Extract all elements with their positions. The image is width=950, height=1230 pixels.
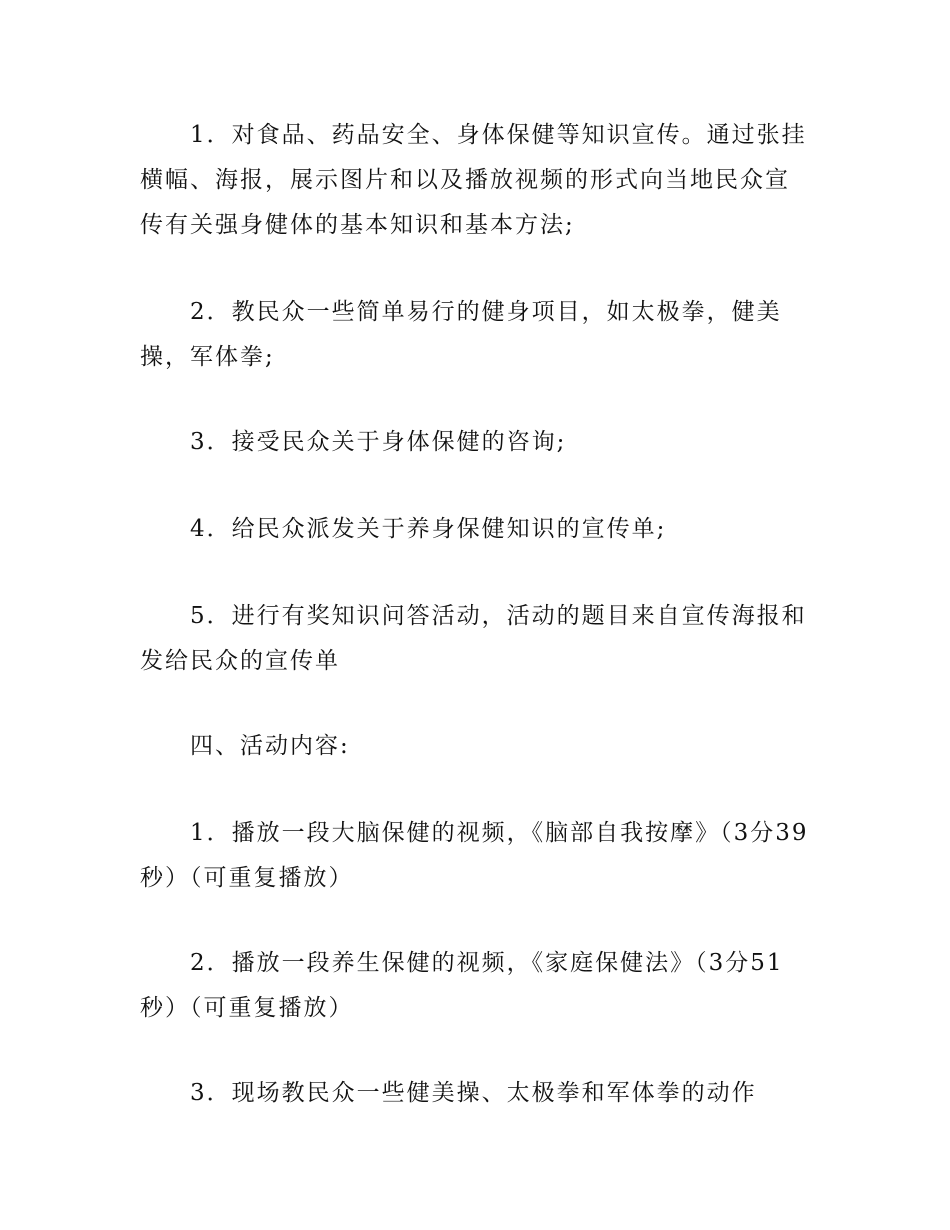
content-item-1: 1．播放一段大脑保健的视频，《脑部自我按摩》（3分39秒）（可重复播放） xyxy=(140,820,809,891)
section-heading-activity-content: 四、活动内容: xyxy=(190,733,350,759)
content-item-3: 3．现场教民众一些健美操、太极拳和军体拳的动作 xyxy=(190,1080,757,1106)
content-item-2: 2．播放一段养生保健的视频，《家庭保健法》（3分51秒）（可重复播放） xyxy=(140,950,784,1021)
paragraph-item-5: 5．进行有奖知识问答活动，活动的题目来自宣传海报和发给民众的宣传单 xyxy=(140,603,807,674)
paragraph-item-4: 4．给民众派发关于养身保健知识的宣传单; xyxy=(190,516,667,542)
paragraph-item-3: 3．接受民众关于身体保健的咨询; xyxy=(190,429,567,455)
paragraph-item-2: 2．教民众一些简单易行的健身项目，如太极拳，健美操，军体拳; xyxy=(140,299,782,370)
paragraph-item-1: 1．对食品、药品安全、身体保健等知识宣传。通过张挂横幅、海报，展示图片和以及播放视频的形式向当地民众宣传有关强身健体的基本知识和基本方法; xyxy=(140,122,807,238)
